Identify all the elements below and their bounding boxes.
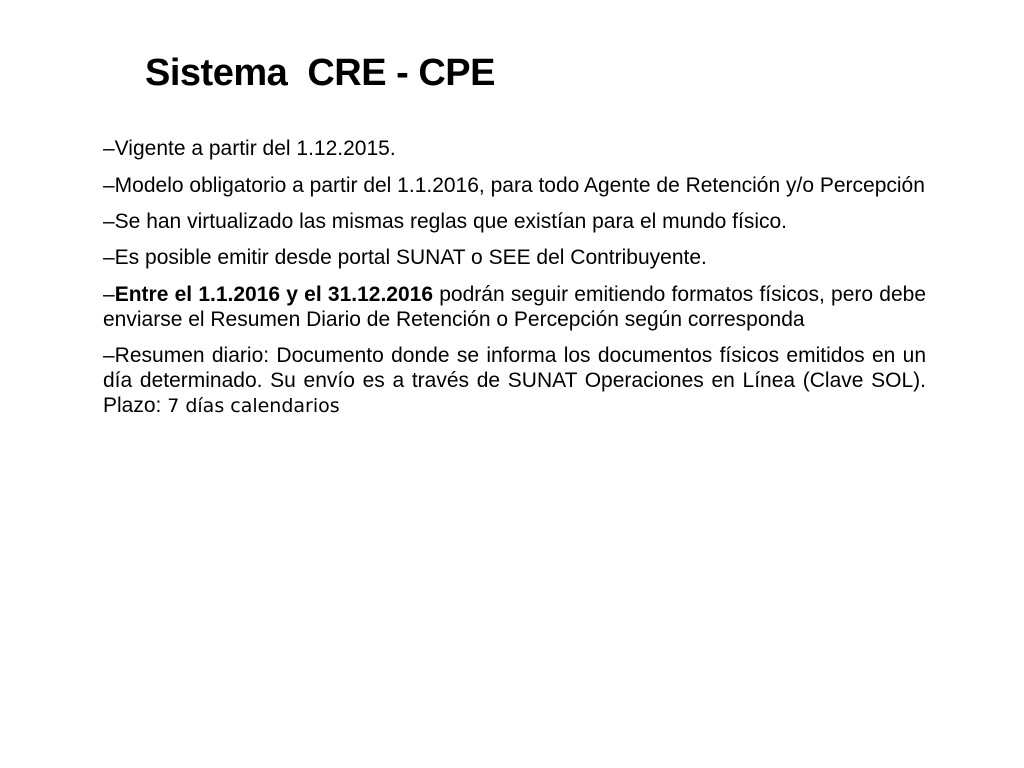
slide-title: Sistema CRE - CPE bbox=[145, 52, 495, 94]
bullet-rest-text: podrán seguir emitiendo formatos físicos, pero debe enviarse el Resumen Diario de Retención o Percepción según corresponda bbox=[103, 283, 926, 331]
bullet-item-virtualizado: –Se han virtualizado las mismas reglas que existían para el mundo físico. bbox=[103, 210, 788, 233]
bullet-item-vigente: –Vigente a partir del 1.12.2015. bbox=[103, 137, 396, 160]
bullet-bold-date-range: Entre el 1.1.2016 y el 31.12.2016 bbox=[114, 283, 434, 306]
bullet-dash: – bbox=[103, 283, 115, 306]
bullet-item-entre-fechas bbox=[103, 282, 926, 332]
bullet-item-portal-sunat: –Es posible emitir desde portal SUNAT o SEE del Contribuyente. bbox=[103, 246, 707, 269]
bullet-list bbox=[103, 136, 926, 430]
bullet-item-modelo-obligatorio: –Modelo obligatorio a partir del 1.1.2016, para todo Agente de Retención y/o Percepción bbox=[103, 174, 925, 197]
bullet-item-resumen-diario bbox=[103, 343, 926, 419]
bullet-deadline-text: 7 días calendarios bbox=[167, 395, 340, 417]
bullet-main-text: –Resumen diario: Documento donde se informa los documentos físicos emitidos en un día determinado. Su envío es a través de SUNAT Operaciones en Línea (Clave SOL). Plazo: bbox=[103, 344, 926, 417]
